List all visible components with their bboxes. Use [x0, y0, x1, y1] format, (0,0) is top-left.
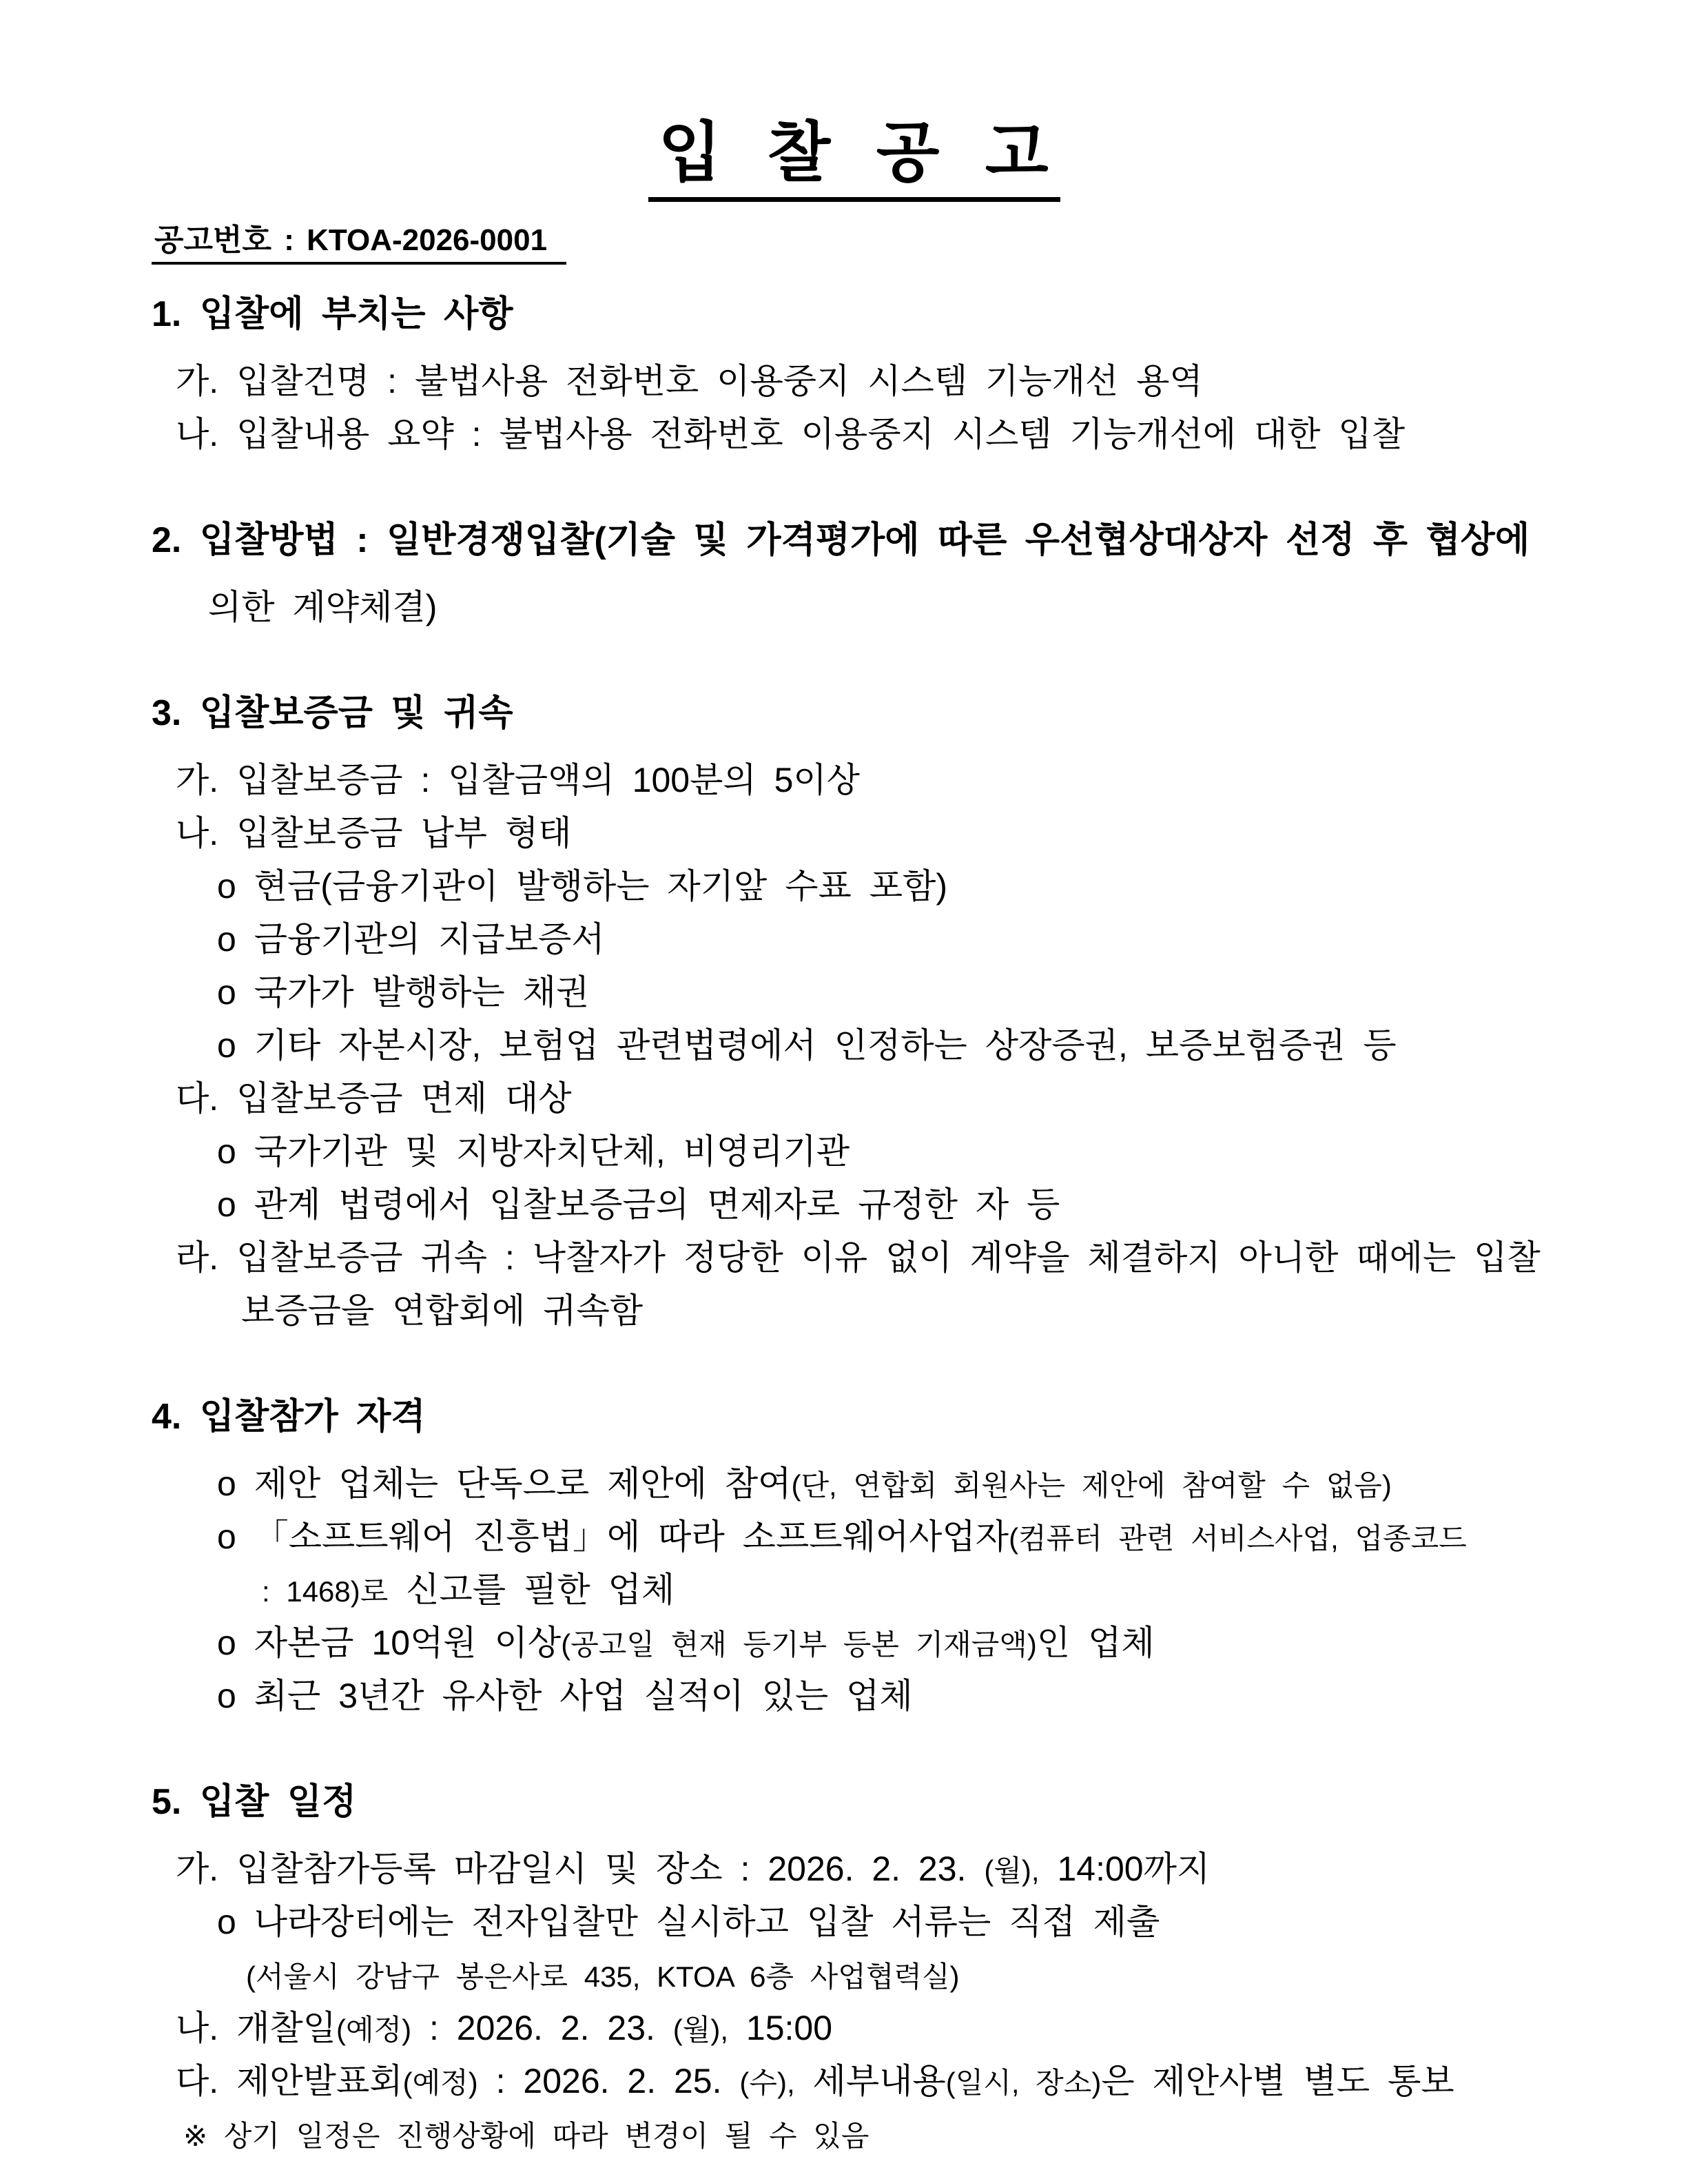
text-run: 신고를 필한 업체 [388, 1570, 675, 1609]
section-3 [152, 687, 1557, 1338]
section-heading [152, 1391, 1557, 1444]
text-run: o 관계 법령에서 입찰보증금의 면제자로 규정한 자 등 [217, 1185, 1060, 1224]
section-heading [152, 288, 1557, 341]
text-run: 라. 입찰보증금 귀속 : 낙찰자가 정당한 이유 없이 계약을 체결하지 아니한 때에는 입찰 [176, 1238, 1541, 1277]
text-run: : 2026. 2. 23. [411, 2009, 673, 2047]
document-line [152, 1019, 1557, 1072]
document-line [152, 966, 1557, 1019]
text-run: 나. 개찰일 [176, 2009, 336, 2047]
text-run: o 「소프트웨어 진흥법」에 따라 소프트웨어사업자 [217, 1517, 1009, 1556]
document-line [152, 408, 1557, 461]
text-run: 가. 입찰보증금 : 입찰금액의 100분의 5이상 [176, 761, 860, 799]
text-run: (월), [672, 2014, 729, 2046]
page-title: 입 찰 공 고 [648, 121, 1060, 202]
text-run: 인 업체 [1036, 1624, 1155, 1662]
document-line [152, 1072, 1557, 1125]
text-run: (단, 연합회 회원사는 제안에 참여할 수 없음) [791, 1469, 1392, 1502]
section-1 [152, 288, 1557, 461]
document-line [152, 1949, 1557, 2002]
text-run: 나. 입찰내용 요약 : 불법사용 전화번호 이용중지 시스템 기능개선에 대한 입찰 [176, 415, 1405, 453]
text-run: (예정) [336, 2014, 412, 2046]
text-run: o 국가가 발행하는 채권 [217, 973, 590, 1012]
text-run: o 현금(금융기관이 발행하는 자기앞 수표 포함) [217, 867, 947, 905]
document-line [152, 1178, 1557, 1231]
document-content [152, 288, 1557, 2161]
text-run: : 일반경쟁입찰(기술 및 가격평가에 따른 우선협상대상자 선정 후 협상에 [338, 520, 1530, 560]
title-row [152, 116, 1557, 202]
text-run: (컴퓨터 관련 서비스사업, 업종코드 [1009, 1522, 1467, 1555]
document-line [152, 1457, 1557, 1510]
text-run: 3. 입찰보증금 및 귀속 [152, 693, 513, 733]
text-run: 1. 입찰에 부치는 사항 [152, 294, 513, 334]
section-heading [152, 514, 1557, 567]
document-line [152, 581, 1557, 634]
document-line [152, 754, 1557, 807]
document-line [152, 1125, 1557, 1178]
text-run: 세부내용 [794, 2062, 946, 2100]
text-run: (월), [984, 1854, 1040, 1887]
text-run: 다. 입찰보증금 면제 대상 [176, 1079, 572, 1118]
document-line [152, 1896, 1557, 1949]
document-line [152, 807, 1557, 860]
text-run: o 기타 자본시장, 보험업 관련법령에서 인정하는 상장증권, 보증보험증권 등 [217, 1026, 1397, 1065]
section-heading [152, 1776, 1557, 1829]
document-line [152, 2002, 1557, 2055]
section-4 [152, 1391, 1557, 1723]
document-line [152, 1284, 1557, 1338]
text-run: o 금융기관의 지급보증서 [217, 920, 605, 959]
text-run: 2. 입찰방법 [152, 520, 338, 560]
text-run: (일시, 장소) [945, 2067, 1102, 2099]
text-run: o 최근 3년간 유사한 사업 실적이 있는 업체 [217, 1677, 913, 1715]
document-line [152, 1670, 1557, 1723]
document-line [152, 913, 1557, 966]
text-run: 의한 계약체결) [208, 588, 438, 626]
text-run: (공고일 현재 등기부 등본 기재금액) [561, 1628, 1037, 1661]
text-run: 보증금을 연합회에 귀속함 [241, 1291, 644, 1330]
text-run: (수), [739, 2067, 795, 2099]
notice-number-row [152, 225, 1557, 265]
text-run: (서울시 강남구 봉은사로 435, KTOA 6층 사업협력실) [246, 1960, 960, 1993]
text-run: 14:00까지 [1039, 1850, 1211, 1888]
notice-number: 공고번호 : KTOA-2026-0001 [152, 225, 566, 265]
text-run: o 제안 업체는 단독으로 제안에 참여 [217, 1464, 792, 1503]
section-heading [152, 687, 1557, 740]
text-run: 가. 입찰참가등록 마감일시 및 장소 : 2026. 2. 23. [176, 1850, 985, 1888]
text-run: 나. 입찰보증금 납부 형태 [176, 814, 572, 852]
document-line [152, 860, 1557, 913]
document-line [152, 1843, 1557, 1896]
document-line [152, 1231, 1557, 1284]
text-run: ※ 상기 일정은 진행상황에 따라 변경이 될 수 있음 [183, 2120, 870, 2152]
text-run: o 국가기관 및 지방자치단체, 비영리기관 [217, 1132, 850, 1171]
text-run: o 자본금 10억원 이상 [217, 1624, 562, 1662]
text-run: 가. 입찰건명 : 불법사용 전화번호 이용중지 시스템 기능개선 용역 [176, 362, 1203, 400]
text-run: o 나라장터에는 전자입찰만 실시하고 입찰 서류는 직접 제출 [217, 1903, 1160, 1941]
text-run: 은 제안사별 별도 통보 [1101, 2062, 1454, 2100]
text-run: 15:00 [728, 2009, 833, 2047]
document-line [152, 1617, 1557, 1670]
text-run: : 1468)로 [262, 1575, 389, 1608]
document-line [152, 2055, 1557, 2108]
document-line [152, 1510, 1557, 1564]
document-line [152, 2108, 1557, 2161]
section-2 [152, 514, 1557, 634]
document-line [152, 355, 1557, 408]
section-5 [152, 1776, 1557, 2161]
text-run: 다. 제안발표회 [176, 2062, 403, 2100]
text-run: 5. 입찰 일정 [152, 1782, 357, 1822]
document-line [152, 1564, 1557, 1617]
text-run: 4. 입찰참가 자격 [152, 1397, 426, 1437]
text-run: (예정) [402, 2067, 478, 2099]
text-run: : 2026. 2. 25. [477, 2062, 740, 2100]
